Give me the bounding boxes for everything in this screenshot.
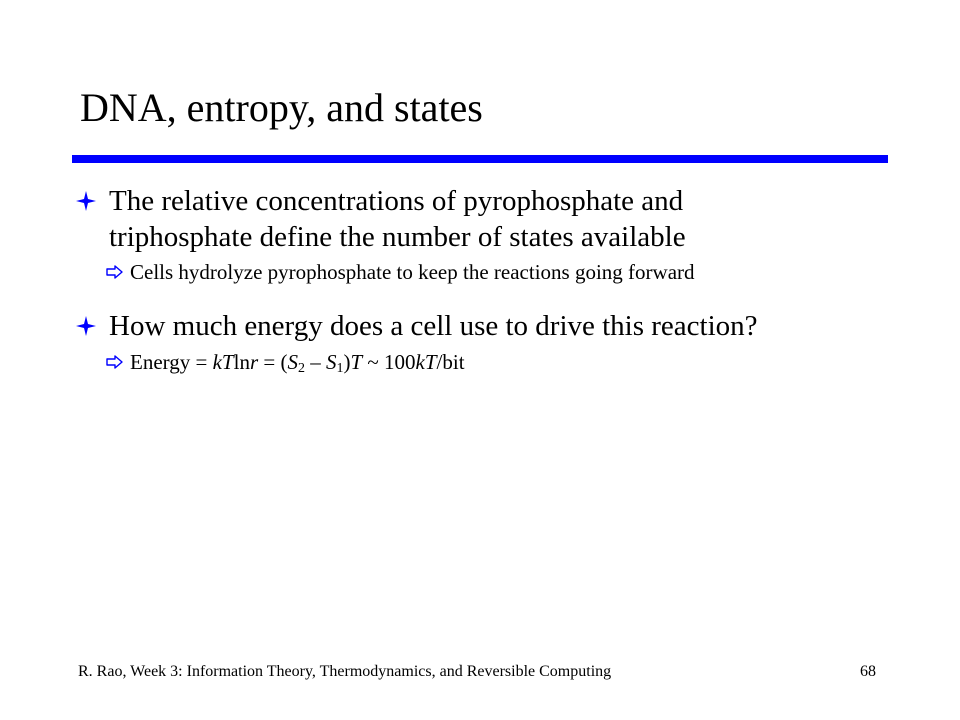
bullet-line: How much energy does a cell use to drive this reaction? bbox=[109, 310, 758, 342]
page-number: 68 bbox=[860, 663, 876, 680]
four-point-star-icon bbox=[76, 183, 98, 219]
sub-bullet-text: Cells hydrolyze pyrophosphate to keep the reactions going forward bbox=[130, 260, 695, 284]
slide-title: DNA, entropy, and states bbox=[80, 85, 483, 130]
bullet-line: triphosphate define the number of states available bbox=[109, 221, 686, 253]
bullet-line: The relative concentrations of pyrophosphate and bbox=[109, 185, 684, 217]
energy-formula: Energy = $kTlnr = (S_2 - S_1)T$ ~ 100kT/bit bbox=[130, 350, 465, 376]
four-point-star-icon bbox=[76, 308, 98, 344]
title-underline bbox=[72, 155, 888, 163]
hollow-arrow-icon bbox=[106, 349, 130, 375]
footer-caption: R. Rao, Week 3: Information Theory, Thermodynamics, and Reversible Computing bbox=[78, 663, 612, 680]
hollow-arrow-icon bbox=[106, 259, 130, 285]
